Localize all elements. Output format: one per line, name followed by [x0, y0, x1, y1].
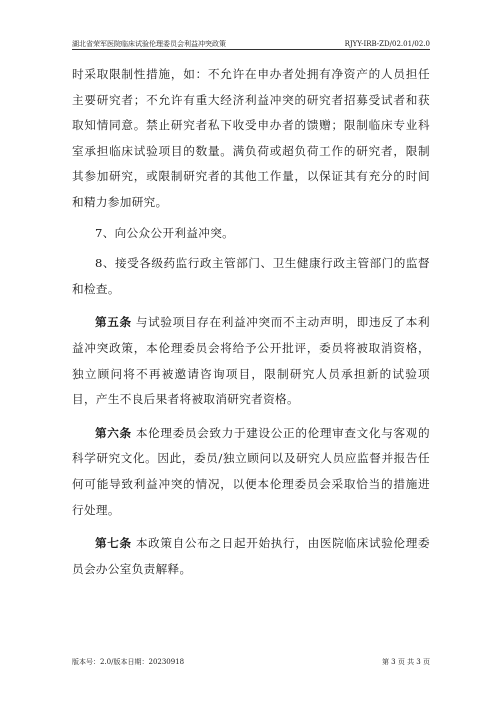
- paragraph-continuation: 时采取限制性措施，如：不允许在申办者处拥有净资产的人员担任主要研究者；不允许有重大经济利益冲突的研究者招募受试者和获取知情同意。禁止研究者私下收受申办者的馈赠；限制临床专业科室承担临床试验项目的数量。满负荷或超负荷工作的研究者，限制其参加研究，或限制研究者的其他工作量，以保证其有充分的时间和精力参加研究。: [72, 67, 430, 209]
- article-6: [72, 421, 430, 523]
- list-item-8: 8、接受各级药监行政主管部门、卫生健康行政主管部门的监督和检查。: [72, 256, 430, 296]
- article-6-heading: 第六条: [95, 425, 132, 440]
- header-title: 湖北省荣军医院临床试验伦理委员会利益冲突政策: [72, 40, 226, 48]
- header-doc-code: RJYY-IRB-ZD/02.01/02.0: [344, 40, 430, 48]
- page-header: [72, 36, 430, 48]
- article-5-heading: 第五条: [95, 315, 132, 330]
- list-item-7: 7、向公众公开利益冲突。: [95, 225, 235, 240]
- article-7: [72, 531, 430, 582]
- article-7-text: 本政策自公布之日起开始执行，由医院临床试验伦理委员会办公室负责解释。: [72, 536, 430, 576]
- document-body: [72, 62, 430, 582]
- article-6-text: 本伦理委员会致力于建设公正的伦理审查文化与客观的科学研究文化。因此，委员/独立顾问以及研究人员应监督并报告任何可能导致利益冲突的情况，以便本伦理委员会采取恰当的措施进行处理。: [72, 425, 430, 517]
- footer-page-number: 第 3 页 共 3 页: [381, 658, 430, 666]
- article-5-text: 与试验项目存在利益冲突而不主动声明，即违反了本利益冲突政策，本伦理委员会将给予公开批评，委员将被取消资格，独立顾问将不再被邀请咨询项目，限制研究人员承担新的试验项目，产生不良后果者将被取消研究者资格。: [72, 315, 430, 407]
- article-7-heading: 第七条: [95, 536, 132, 551]
- footer-version: 版本号：2.0/版本日期：20230918: [72, 658, 185, 666]
- article-5: [72, 310, 430, 412]
- header-divider: [72, 49, 430, 50]
- page-footer: [72, 658, 430, 667]
